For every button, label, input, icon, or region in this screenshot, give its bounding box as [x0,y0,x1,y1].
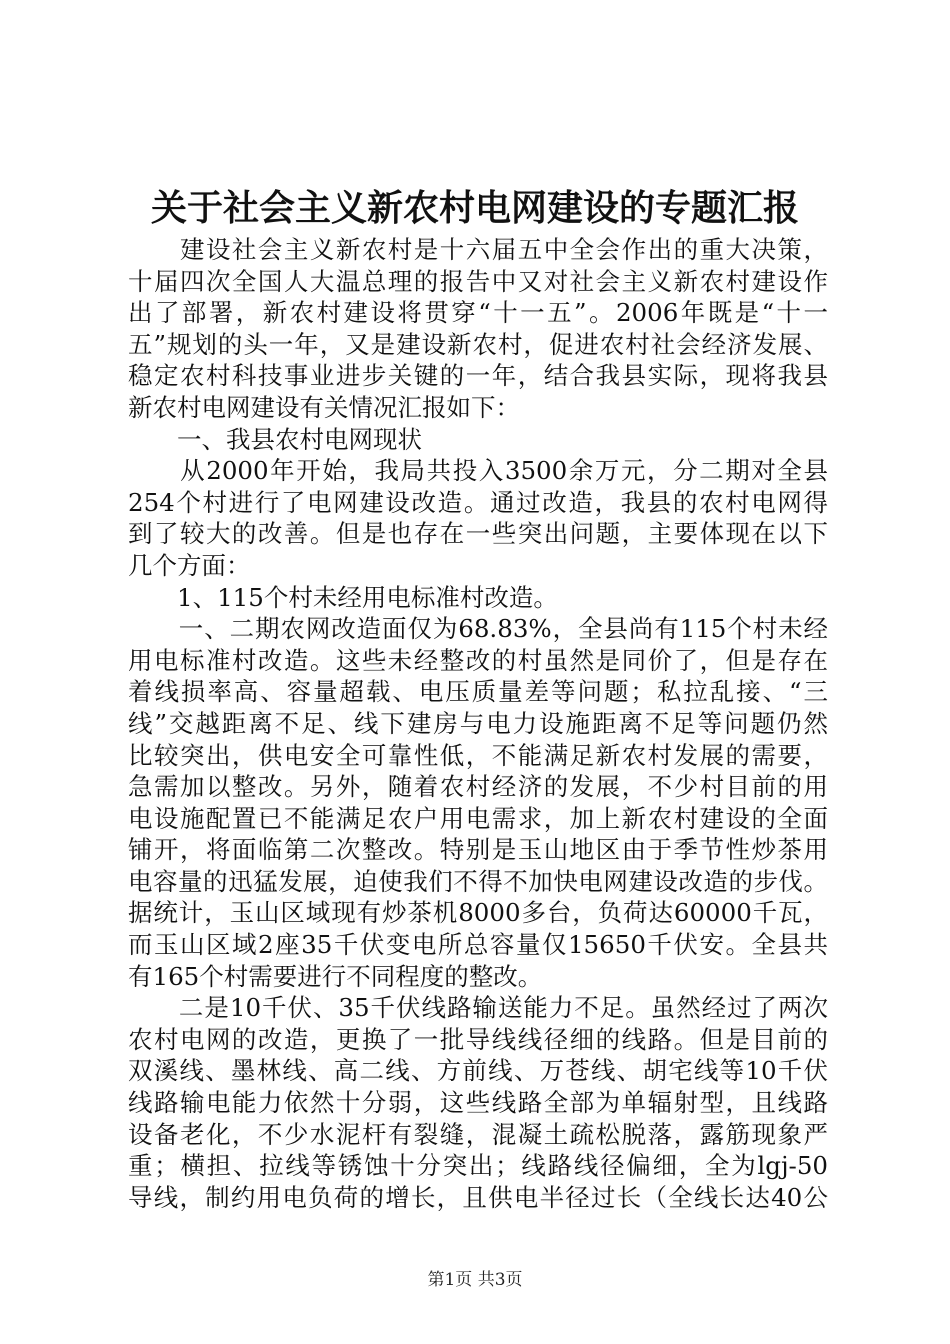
text-line: 新农村电网建设有关情况汇报如下： [128,392,520,422]
text-line: 建设社会主义新农村是十六届五中全会作出的重大决策， [128,235,828,264]
page-footer: 第1页 共3页 [427,1270,523,1290]
text-line: 据统计，玉山区域现有炒茶机8000多台，负荷达60000千瓦， [128,898,828,928]
text-line: 用电标准村改造。这些未经整改的村虽然是同价了，但是存在 [128,645,828,675]
text-line: 而玉山区域2座35千伏变电所总容量仅15650千伏安。全县共 [128,930,828,960]
text-line: 线路输电能力依然十分弱，这些线路全部为单辐射型，且线路 [128,1088,828,1118]
text-line: 出了部署，新农村建设将贯穿“十一五”。2006年既是“十一 [128,298,828,328]
text-line: 十届四次全国人大温总理的报告中又对社会主义新农村建设作 [128,266,828,296]
text-line: 到了较大的改善。但是也存在一些突出问题，主要体现在以下 [128,519,828,549]
document-body [128,234,828,1213]
text-line: 一、我县农村电网现状 [128,424,422,454]
text-line: 五”规划的头一年，又是建设新农村，促进农村社会经济发展、 [128,329,828,359]
text-line: 从2000年开始，我局共投入3500余万元，分二期对全县 [128,456,828,486]
text-line: 电容量的迅猛发展，迫使我们不得不加快电网建设改造的步伐。 [128,866,828,896]
text-line: 线”交越距离不足、线下建房与电力设施距离不足等问题仍然 [128,708,828,738]
text-line: 一、二期农网改造面仅为68.83%，全县尚有115个村未经 [128,614,828,644]
text-line: 铺开，将面临第二次整改。特别是玉山地区由于季节性炒茶用 [128,835,828,865]
text-line: 1、115个村未经用电标准村改造。 [128,582,558,612]
text-line: 稳定农村科技事业进步关键的一年，结合我县实际，现将我县 [128,361,828,391]
text-line: 双溪线、墨林线、高二线、方前线、万苍线、胡宅线等10千伏 [128,1056,828,1086]
text-line: 有165个村需要进行不同程度的整改。 [128,961,543,991]
text-line: 急需加以整改。另外，随着农村经济的发展，不少村目前的用 [128,772,828,802]
text-line: 重；横担、拉线等锈蚀十分突出；线路线径偏细，全为lgj-50 [128,1151,828,1181]
text-line: 设备老化，不少水泥杆有裂缝，混凝土疏松脱落，露筋现象严 [128,1119,828,1149]
text-line: 二是10千伏、35千伏线路输送能力不足。虽然经过了两次 [128,993,828,1023]
document-title: 关于社会主义新农村电网建设的专题汇报 [150,187,799,229]
text-line: 几个方面： [128,550,251,580]
text-line: 254个村进行了电网建设改造。通过改造，我县的农村电网得 [128,487,828,517]
text-line: 导线，制约用电负荷的增长，且供电半径过长（全线长达40公 [128,1182,828,1212]
text-line: 比较突出，供电安全可靠性低，不能满足新农村发展的需要， [128,740,828,770]
text-line: 电设施配置已不能满足农户用电需求，加上新农村建设的全面 [128,803,828,833]
text-line: 着线损率高、容量超载、电压质量差等问题；私拉乱接、“三 [128,677,828,707]
text-line: 农村电网的改造，更换了一批导线线径细的线路。但是目前的 [128,1024,828,1054]
